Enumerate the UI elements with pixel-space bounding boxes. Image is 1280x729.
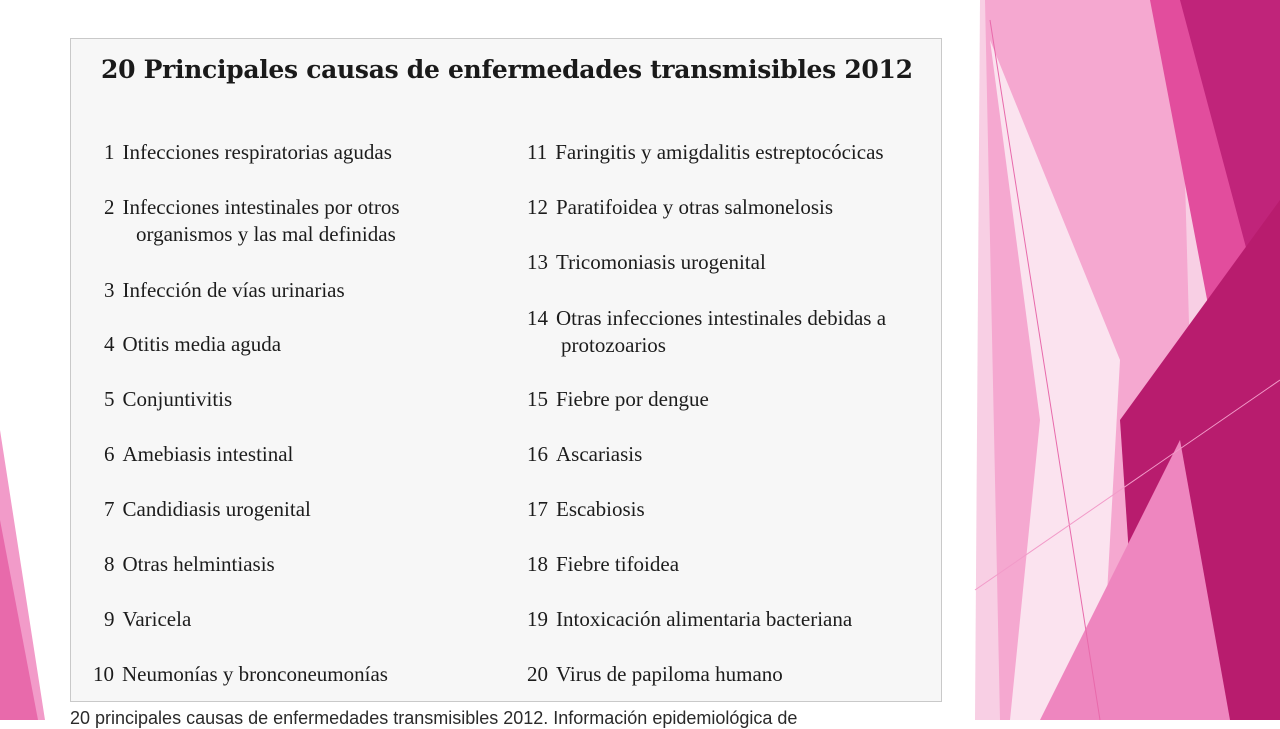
- cause-text: Conjuntivitis: [122, 387, 233, 411]
- cause-text: Escabiosis: [556, 497, 645, 521]
- cause-item-5: [104, 386, 232, 413]
- cause-number: 8: [104, 552, 115, 576]
- cause-number: 9: [104, 607, 115, 631]
- cause-number: 15: [527, 387, 548, 411]
- cause-item-7: [104, 496, 311, 523]
- cause-item-17: [527, 496, 645, 523]
- cause-text: Intoxicación alimentaria bacteriana: [556, 607, 853, 631]
- cause-item-14: [527, 305, 886, 359]
- cause-number: 2: [104, 195, 115, 219]
- footer-caption: 20 principales causas de enfermedades transmisibles 2012. Información epidemiológica de: [70, 708, 798, 728]
- cause-number: 14: [527, 306, 548, 330]
- cause-number: 12: [527, 195, 548, 219]
- cause-item-10: [93, 661, 388, 688]
- left-edge-stripe-dark: [0, 520, 38, 720]
- cause-number: 5: [104, 387, 115, 411]
- cause-number: 11: [527, 140, 548, 164]
- cause-item-4: [104, 331, 281, 358]
- cause-item-1: [104, 139, 392, 166]
- causes-table-image: [70, 38, 942, 702]
- cause-text: Ascariasis: [556, 442, 643, 466]
- cause-text: Infección de vías urinarias: [122, 278, 345, 302]
- cause-number: 6: [104, 442, 115, 466]
- card-title: 20 Principales causas de enfermedades transmisibles 2012: [101, 55, 913, 84]
- cause-item-19: [527, 606, 852, 633]
- cause-item-9: [104, 606, 191, 633]
- cause-number: 1: [104, 140, 115, 164]
- cause-text: Otitis media aguda: [122, 332, 282, 356]
- cause-number: 3: [104, 278, 115, 302]
- cause-text: Neumonías y bronconeumonías: [122, 662, 388, 686]
- cause-item-18: [527, 551, 679, 578]
- cause-text: Amebiasis intestinal: [122, 442, 294, 466]
- cause-text: Virus de papiloma humano: [556, 662, 783, 686]
- cause-number: 13: [527, 250, 548, 274]
- cause-text: Infecciones respiratorias agudas: [122, 140, 392, 164]
- cause-text: Otras helmintiasis: [122, 552, 275, 576]
- cause-item-6: [104, 441, 293, 468]
- cause-item-3: [104, 277, 345, 304]
- cause-text-continuation: organismos y las mal definidas: [136, 222, 396, 246]
- cause-number: 18: [527, 552, 548, 576]
- cause-text: Paratifoidea y otras salmonelosis: [556, 195, 834, 219]
- cause-text: Fiebre por dengue: [556, 387, 709, 411]
- cause-number: 4: [104, 332, 115, 356]
- cause-item-13: [527, 249, 766, 276]
- cause-number: 17: [527, 497, 548, 521]
- cause-text: Otras infecciones intestinales debidas a: [556, 306, 887, 330]
- cause-text: Tricomoniasis urogenital: [556, 250, 766, 274]
- cause-text: Varicela: [122, 607, 192, 631]
- cause-number: 16: [527, 442, 548, 466]
- cause-number: 19: [527, 607, 548, 631]
- cause-text: Fiebre tifoidea: [556, 552, 680, 576]
- cause-number: 20: [527, 662, 548, 686]
- cause-number: 10: [93, 662, 114, 686]
- cause-text: Infecciones intestinales por otros: [122, 195, 400, 219]
- cause-item-8: [104, 551, 275, 578]
- cause-item-11: [527, 139, 884, 166]
- cause-item-12: [527, 194, 833, 221]
- cause-item-16: [527, 441, 642, 468]
- cause-text: Faringitis y amigdalitis estreptocócicas: [555, 140, 884, 164]
- cause-text-continuation: protozoarios: [561, 333, 666, 357]
- cause-text: Candidiasis urogenital: [122, 497, 311, 521]
- cause-item-20: [527, 661, 783, 688]
- cause-item-2: [104, 194, 400, 248]
- cause-item-15: [527, 386, 709, 413]
- cause-number: 7: [104, 497, 115, 521]
